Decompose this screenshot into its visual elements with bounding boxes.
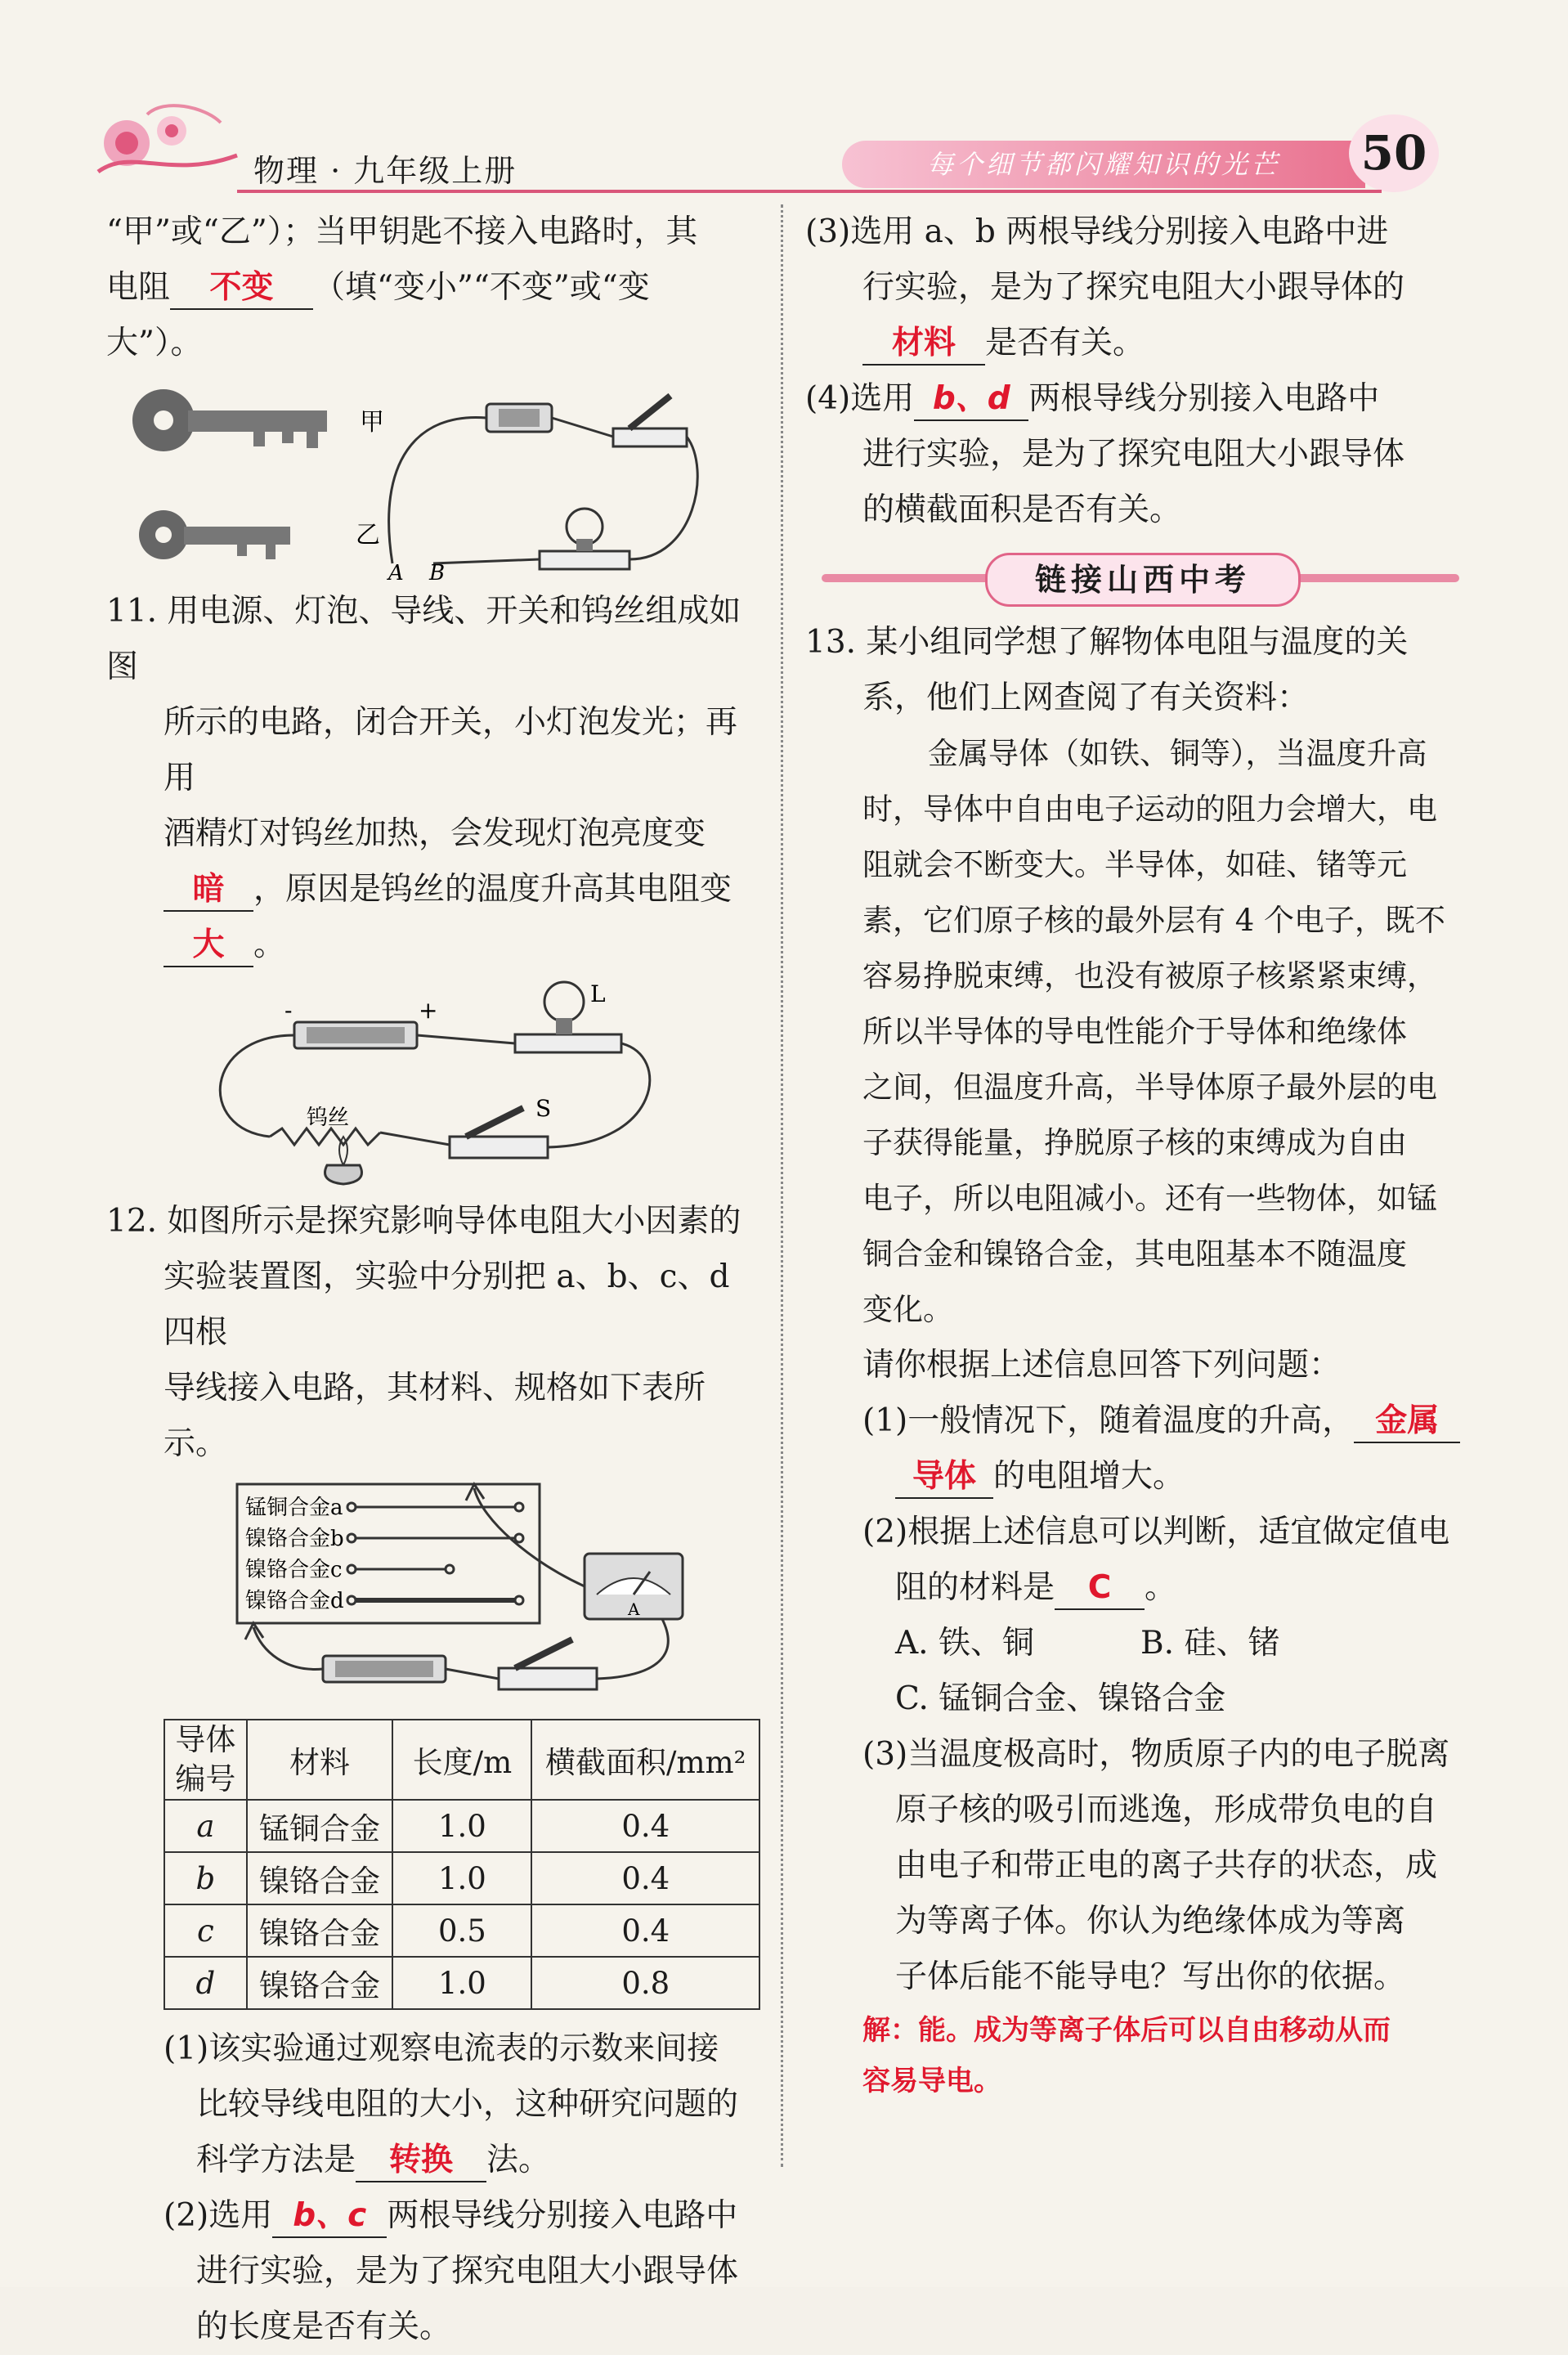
page-header [0, 0, 1568, 204]
table-header-cell: 材料 [247, 1720, 393, 1800]
table-cell: 0.8 [531, 1957, 759, 2009]
wire-d-label: 镍铬合金d [245, 1589, 344, 1613]
table-cell: 镍铬合金 [247, 1957, 393, 2009]
q12-4-line: 的横截面积是否有关。 [862, 491, 1182, 528]
q13-1-text: 的电阻增大。 [993, 1458, 1185, 1495]
table-row [164, 1904, 759, 1957]
header-subject: 物理 · 九年级上册 [253, 153, 517, 189]
table-cell: 0.5 [392, 1904, 531, 1957]
q12-2-text: 两根导线分别接入电路中 [387, 2197, 738, 2234]
table-header-cell: 横截面积/mm² [531, 1720, 759, 1800]
option-b: B. 硅、锗 [1140, 1625, 1280, 1662]
q12-1-text: 科学方法是 [196, 2142, 356, 2178]
q12-4-text: (4)选用 [805, 380, 915, 417]
flower-ornament-icon [90, 98, 245, 188]
header-rule [237, 190, 1382, 193]
table-cell: 1.0 [392, 1957, 531, 2009]
q11-line: 11. 用电源、灯泡、导线、开关和钨丝组成如图 [106, 593, 741, 685]
q12-3-text: 是否有关。 [985, 325, 1145, 361]
option-c: C. 锰铜合金、镍铬合金 [895, 1680, 1226, 1717]
q12-line: 12. 如图所示是探究影响导体电阻大小因素的 [106, 1203, 741, 1240]
section-title: 链接山西中考 [985, 553, 1301, 607]
q12-2-line: 的长度是否有关。 [196, 2308, 452, 2345]
q11-line: 酒精灯对钨丝加热，会发现灯泡亮度变 [164, 815, 706, 852]
q12-1-line [106, 2133, 760, 2188]
q12-2-text: (2)选用 [164, 2197, 273, 2234]
terminal-b-label: B [429, 561, 446, 584]
q13-3-answer: 容易导电。 [862, 2065, 1001, 2097]
q13-1-text: (1)一般情况下，随着温度的升高， [862, 1402, 1355, 1439]
q11-answer-2: 大 [164, 925, 253, 967]
q12-line: 实验装置图，实验中分别把 a、b、c、d 四根 [164, 1258, 730, 1351]
quote-line: 金属导体（如铁、铜等），当温度升高 [928, 736, 1427, 771]
conductor-table [164, 1719, 760, 2010]
q10-answer: 不变 [170, 267, 313, 310]
q13-1-answer-b: 导体 [895, 1456, 993, 1499]
q13-line: 系，他们上网查阅了有关资料： [862, 680, 1310, 716]
q13-line: 13. 某小组同学想了解物体电阻与温度的关 [805, 624, 1409, 661]
battery-icon [294, 1022, 417, 1048]
key-yi-label: 乙 [356, 521, 380, 550]
key-yi-icon [139, 510, 290, 559]
switch-icon [613, 396, 687, 446]
table-cell: c [164, 1904, 247, 1957]
left-column [106, 204, 760, 2355]
table-row [164, 1852, 759, 1904]
section-banner [805, 550, 1476, 607]
q13-2-text: 。 [1145, 1569, 1177, 1606]
wire-c-label: 镍铬合金c [245, 1558, 343, 1582]
q11-text: 。 [253, 926, 286, 963]
key-jia-icon [132, 389, 327, 451]
table-cell: b [164, 1852, 247, 1904]
switch-icon [450, 1108, 548, 1158]
table-cell: 镍铬合金 [247, 1904, 393, 1957]
q11-text: ，原因是钨丝的温度升高其电阻变 [253, 871, 732, 908]
battery-icon [486, 404, 552, 432]
ammeter-label: A [628, 1599, 640, 1619]
table-header-row [164, 1720, 759, 1800]
q10-text: （填“变小”“不变”或“变 [313, 269, 650, 306]
switch-icon [499, 1640, 597, 1689]
table-header-cell: 长度/m [392, 1720, 531, 1800]
page-number: 50 [1349, 114, 1439, 192]
column-divider [781, 204, 783, 2167]
q13-1-answer-a: 金属 [1354, 1401, 1460, 1443]
q12-4-answer: b、d [914, 379, 1028, 421]
q12-1-line: 比较导线电阻的大小，这种研究问题的 [196, 2086, 739, 2123]
table-cell: 0.4 [531, 1800, 759, 1852]
q11-line [106, 862, 760, 917]
q12-1-answer: 转换 [356, 2140, 486, 2182]
q13-3-line: 子体后能不能导电？写出你的依据。 [895, 1958, 1406, 1995]
quote-line: 变化。 [862, 1292, 953, 1327]
q10-figure [106, 371, 760, 584]
battery-minus-label: - [284, 997, 293, 1024]
q12-4-line [805, 371, 1476, 427]
header-slogan: 每个细节都闪耀知识的光芒 [842, 141, 1365, 188]
q13-3-line: 原子核的吸引而逃逸，形成带负电的自 [895, 1792, 1438, 1828]
table-header-cell: 导体编号 [164, 1720, 247, 1800]
wire-a-label: 锰铜合金a [245, 1496, 343, 1520]
q12-1-line: (1)该实验通过观察电流表的示数来间接 [164, 2030, 719, 2067]
bulb-icon [540, 509, 629, 569]
q10-line [106, 260, 760, 316]
q12-3-line: (3)选用 a、b 两根导线分别接入电路中进 [805, 213, 1389, 250]
q12-4-line: 进行实验，是为了探究电阻大小跟导体 [862, 436, 1405, 473]
q13-1-line [805, 1393, 1476, 1449]
q12-3-line: 行实验，是为了探究电阻大小跟导体的 [862, 269, 1405, 306]
q13-2-line: (2)根据上述信息可以判断，适宜做定值电 [862, 1514, 1450, 1550]
table-cell: 1.0 [392, 1800, 531, 1852]
table-cell: a [164, 1800, 247, 1852]
table-cell: 锰铜合金 [247, 1800, 393, 1852]
battery-plus-label: + [419, 997, 438, 1024]
q12-2-line: 进行实验，是为了探究电阻大小跟导体 [196, 2253, 739, 2290]
q13-2-line [805, 1560, 1476, 1616]
table-cell: d [164, 1957, 247, 2009]
q13-2-text: 阻的材料是 [895, 1569, 1055, 1606]
q12-3-line [805, 316, 1476, 371]
quote-line: 所以半导体的导电性能介于导体和绝缘体 [862, 1014, 1407, 1049]
quote-line: 容易挣脱束缚，也没有被原子核紧紧束缚， [862, 958, 1437, 994]
table-cell: 0.4 [531, 1852, 759, 1904]
q13-3-line: 为等离子体。你认为绝缘体成为等离 [895, 1903, 1406, 1940]
q13-3-answer: 解：能。成为等离子体后可以自由移动从而 [862, 2014, 1391, 2047]
option-a: A. 铁、铜 [895, 1625, 1034, 1662]
q13-3-line: 由电子和带正电的离子共存的状态，成 [895, 1847, 1438, 1884]
wire-b-label: 镍铬合金b [245, 1527, 344, 1551]
quote-line: 时，导体中自由电子运动的阻力会增大，电 [862, 792, 1437, 827]
q11-line: 所示的电路，闭合开关，小灯泡发光；再用 [164, 704, 738, 796]
q12-3-answer: 材料 [862, 323, 985, 366]
q11-figure [106, 973, 760, 1194]
q10-line: “甲”或“乙”）；当甲钥匙不接入电路时，其 [106, 213, 698, 250]
table-row [164, 1800, 759, 1852]
terminal-a-label: A [388, 561, 404, 584]
q12-4-text: 两根导线分别接入电路中 [1028, 380, 1380, 417]
q12-figure [106, 1472, 760, 1709]
key-jia-label: 甲 [360, 408, 384, 437]
switch-label: S [535, 1095, 552, 1122]
q11-answer-1: 暗 [164, 869, 253, 912]
q12-line: 导线接入电路，其材料、规格如下表所示。 [164, 1370, 706, 1462]
q10-text: 电阻 [106, 269, 171, 306]
q13-2-options [805, 1616, 1476, 1671]
quote-line: 电子，所以电阻减小。还有一些物体，如锰 [862, 1181, 1437, 1216]
table-row [164, 1957, 759, 2009]
q11-line [106, 917, 760, 973]
q13-3-line: (3)当温度极高时，物质原子内的电子脱离 [862, 1736, 1450, 1773]
quote-line: 之间，但温度升高，半导体原子最外层的电 [862, 1070, 1437, 1105]
quote-line: 子获得能量，挣脱原子核的束缚成为自由 [862, 1125, 1407, 1160]
q13-prompt: 请你根据上述信息回答下列问题： [862, 1347, 1342, 1384]
q13-1-line [805, 1449, 1476, 1505]
bulb-label: L [590, 980, 606, 1007]
table-cell: 0.4 [531, 1904, 759, 1957]
quote-line: 素，它们原子核的最外层有 4 个电子，既不 [862, 903, 1446, 938]
quote-line: 阻就会不断变大。半导体，如硅、锗等元 [862, 847, 1407, 882]
tungsten-wire-label: 钨丝 [307, 1106, 350, 1130]
q13-2-answer: C [1055, 1568, 1145, 1610]
table-cell: 1.0 [392, 1852, 531, 1904]
quote-line: 铜合金和镍铬合金，其电阻基本不随温度 [862, 1236, 1407, 1272]
q10-line: 大”）。 [106, 325, 203, 361]
table-cell: 镍铬合金 [247, 1852, 393, 1904]
battery-icon [323, 1656, 446, 1682]
q12-2-answer: b、c [272, 2196, 387, 2238]
q12-2-line [106, 2188, 760, 2244]
q12-1-text: 法。 [486, 2142, 551, 2178]
right-column [805, 204, 1476, 2106]
